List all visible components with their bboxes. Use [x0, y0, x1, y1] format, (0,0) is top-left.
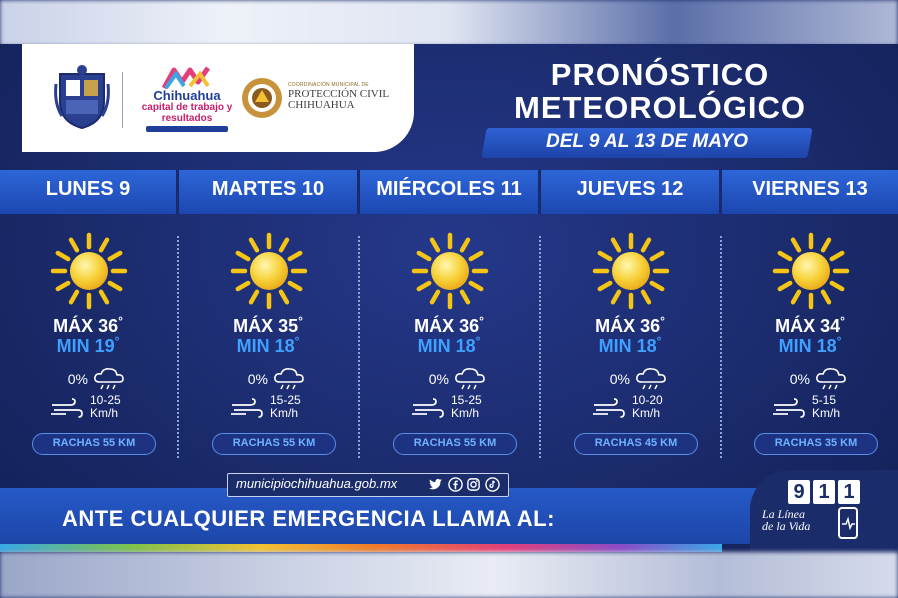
wind-speed	[632, 394, 692, 420]
wind-speed-unit: Km/h	[632, 406, 661, 420]
day-column	[180, 226, 356, 458]
wind-icon	[772, 398, 806, 418]
gusts-badge: RACHAS 55 KM	[212, 433, 336, 455]
min-temp: MIN 18°	[236, 334, 300, 356]
max-temp: MÁX 34°	[775, 314, 845, 336]
day-name: MARTES 10	[211, 178, 325, 200]
chihuahua-logo-name: Chihuahua	[153, 88, 221, 103]
phone-icon	[836, 506, 860, 540]
proteccion-civil-name: PROTECCIÓN CIVIL CHIHUAHUA	[288, 88, 389, 111]
wind-speed-range: 5-15	[812, 393, 837, 407]
rain-cloud-icon	[453, 366, 487, 392]
rain-cloud-icon	[814, 366, 848, 392]
emergency-digit: 9	[788, 480, 810, 504]
rainbow-stripe	[0, 544, 722, 552]
sun-icon	[411, 232, 489, 310]
column-divider	[177, 236, 179, 458]
day-column	[542, 226, 718, 458]
sun-icon	[772, 232, 850, 310]
proteccion-civil-small-label: COORDINACIÓN MUNICIPAL DE	[288, 82, 369, 88]
chihuahua-logo-tagline: capital de trabajo y resultados	[141, 102, 233, 124]
sun-icon	[230, 232, 308, 310]
chihuahua-logo	[132, 66, 242, 136]
wind-speed-unit: Km/h	[90, 406, 119, 420]
max-temp: MÁX 36°	[595, 314, 665, 336]
min-temp: MIN 19°	[56, 334, 120, 356]
max-temp: MÁX 36°	[53, 314, 123, 336]
rain-probability: 0%	[789, 371, 810, 387]
wind-speed	[90, 394, 150, 420]
title-line-1: PRONÓSTICO	[550, 57, 770, 92]
wind-speed-range: 10-20	[632, 393, 663, 407]
sun-icon	[592, 232, 670, 310]
background-bottom	[0, 552, 898, 598]
page-title	[440, 58, 880, 124]
website-link[interactable]: municipiochihuahua.gob.mx	[236, 476, 398, 491]
max-temp: MÁX 36°	[414, 314, 484, 336]
wind-icon	[411, 398, 445, 418]
day-name: LUNES 9	[45, 178, 131, 200]
wind-icon	[50, 398, 84, 418]
wind-speed-unit: Km/h	[270, 406, 299, 420]
emergency-slogan-line-1: La Línea	[762, 507, 806, 521]
gusts-badge: RACHAS 55 KM	[32, 433, 156, 455]
rain-probability: 0%	[247, 371, 268, 387]
min-temp: MIN 18°	[598, 334, 662, 356]
wind-speed	[451, 394, 511, 420]
day-name: MIÉRCOLES 11	[376, 178, 522, 200]
emergency-digit: 1	[813, 480, 835, 504]
wind-speed-range: 15-25	[270, 393, 301, 407]
chihuahua-logo-footer-bar	[146, 126, 228, 132]
rain-probability: 0%	[428, 371, 449, 387]
gusts-badge: RACHAS 45 KM	[574, 433, 698, 455]
gusts-badge: RACHAS 55 KM	[393, 433, 517, 455]
chihuahua-logo-mark-icon	[162, 66, 210, 90]
day-name: JUEVES 12	[576, 178, 684, 200]
min-temp: MIN 18°	[778, 334, 842, 356]
min-temp: MIN 18°	[417, 334, 481, 356]
wind-speed	[812, 394, 872, 420]
column-divider	[358, 236, 360, 458]
emergency-digit: 1	[838, 480, 860, 504]
title-line-2: METEOROLÓGICO	[514, 90, 806, 125]
proteccion-civil-seal-icon	[240, 76, 284, 120]
emergency-slogan	[762, 508, 842, 532]
wind-speed	[270, 394, 330, 420]
date-range: DEL 9 AL 13 DE MAYO	[545, 131, 748, 152]
rain-probability: 0%	[67, 371, 88, 387]
logo-divider	[122, 72, 123, 128]
background-top	[0, 0, 898, 46]
day-column	[722, 226, 898, 458]
max-temp: MÁX 35°	[233, 314, 303, 336]
day-column	[361, 226, 537, 458]
rain-cloud-icon	[634, 366, 668, 392]
wind-icon	[230, 398, 264, 418]
emergency-slogan-line-2: de la Vida	[762, 519, 811, 533]
sun-icon	[50, 232, 128, 310]
wind-speed-unit: Km/h	[812, 406, 841, 420]
rain-cloud-icon	[272, 366, 306, 392]
coat-of-arms-icon	[54, 64, 110, 130]
emergency-text: ANTE CUALQUIER EMERGENCIA LLAMA AL:	[62, 506, 555, 531]
wind-speed-range: 15-25	[451, 393, 482, 407]
wind-icon	[592, 398, 626, 418]
day-column	[0, 226, 176, 458]
instagram-icon[interactable]	[466, 477, 481, 492]
rain-probability: 0%	[609, 371, 630, 387]
tiktok-icon[interactable]	[485, 477, 500, 492]
twitter-icon[interactable]	[428, 477, 443, 492]
facebook-icon[interactable]	[448, 477, 463, 492]
rain-cloud-icon	[92, 366, 126, 392]
gusts-badge: RACHAS 35 KM	[754, 433, 878, 455]
wind-speed-range: 10-25	[90, 393, 121, 407]
day-name: VIERNES 13	[752, 178, 868, 200]
logo-panel	[22, 44, 414, 152]
wind-speed-unit: Km/h	[451, 406, 480, 420]
column-divider	[539, 236, 541, 458]
